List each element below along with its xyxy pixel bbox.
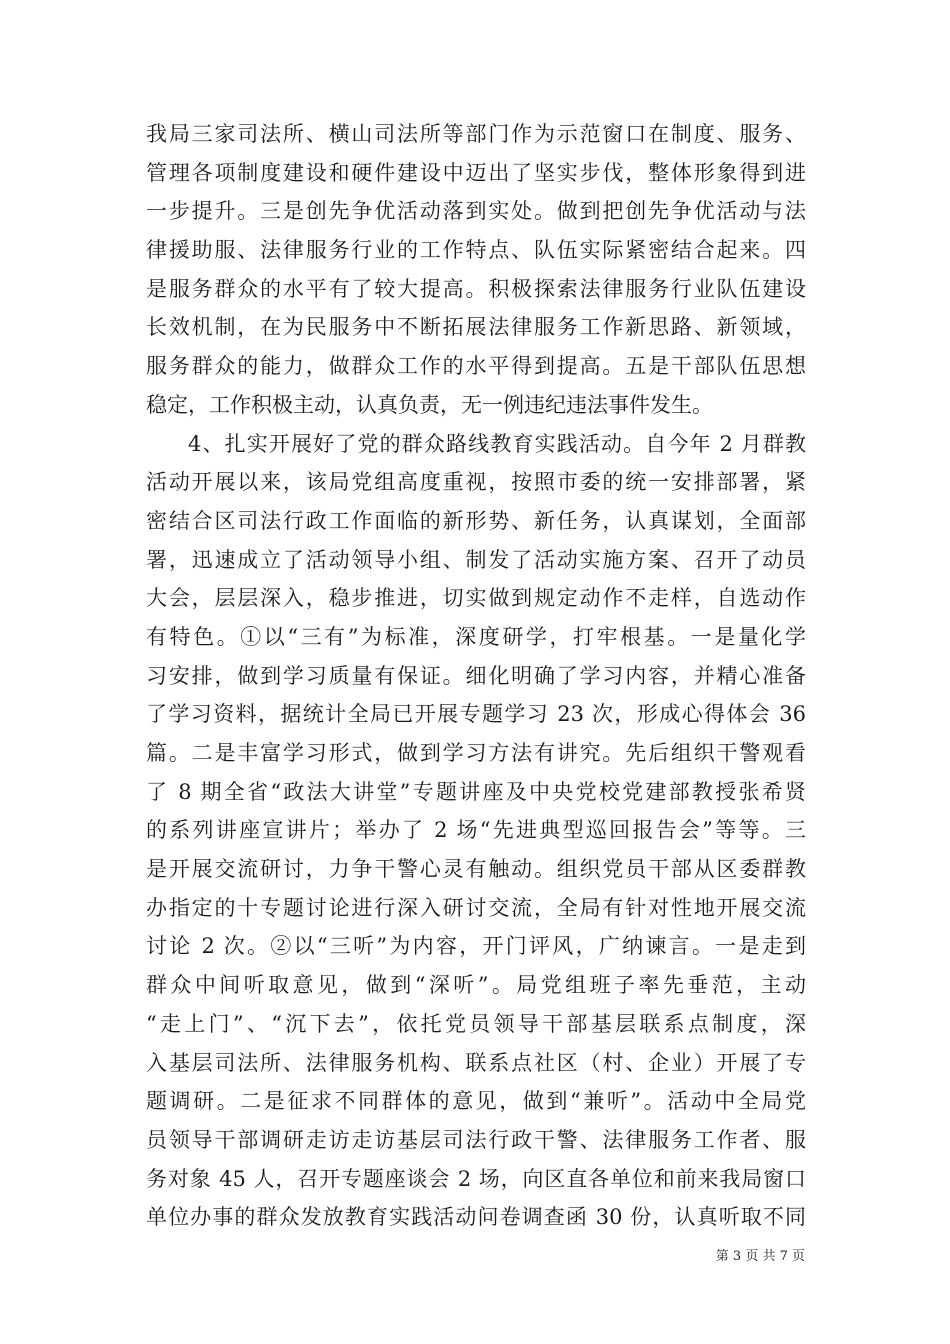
text-line: 的系列讲座宣讲片；举办了 2 场“先进典型巡回报告会”等等。三 bbox=[146, 818, 806, 843]
text-line: 群众中间听取意见，做到“深听”。局党组班子率先垂范，主动 bbox=[146, 973, 806, 998]
paragraph-start-line: 4、扎实开展好了党的群众路线教育实践活动。自今年 2 月群教 bbox=[188, 431, 806, 456]
text-line: “走上门”、“沉下去”，依托党员领导干部基层联系点制度，深 bbox=[146, 1011, 806, 1036]
text-line: 大会，层层深入，稳步推进，切实做到规定动作不走样，自选动作 bbox=[146, 586, 806, 611]
text-line: 我局三家司法所、横山司法所等部门作为示范窗口在制度、服务、 bbox=[146, 122, 806, 146]
text-line: 署，迅速成立了活动领导小组、制发了活动实施方案、召开了动员 bbox=[146, 547, 806, 572]
body-text bbox=[146, 115, 806, 1237]
text-line: 活动开展以来，该局党组高度重视，按照市委的统一安排部署，紧 bbox=[146, 470, 806, 495]
text-line: 是开展交流研讨，力争干警心灵有触动。组织党员干部从区委群教 bbox=[146, 857, 806, 882]
page-number: 第 3 页 共 7 页 bbox=[715, 1249, 805, 1264]
text-line: 员领导干部调研走访走访基层司法行政干警、法律服务工作者、服 bbox=[146, 1127, 806, 1152]
text-line: 律援助服、法律服务行业的工作特点、队伍实际紧密结合起来。四 bbox=[146, 238, 806, 263]
text-line: 了学习资料，据统计全局已开展专题学习 23 次，形成心得体会 36 bbox=[146, 702, 806, 727]
text-line: 密结合区司法行政工作面临的新形势、新任务，认真谋划，全面部 bbox=[146, 508, 806, 533]
text-line: 有特色。①以“三有”为标准，深度研学，打牢根基。一是量化学 bbox=[146, 624, 806, 649]
text-line: 入基层司法所、法律服务机构、联系点社区（村、企业）开展了专 bbox=[146, 1050, 806, 1075]
text-line: 长效机制，在为民服务中不断拓展法律服务工作新思路、新领域， bbox=[146, 315, 806, 340]
text-line: 办指定的十专题讨论进行深入研讨交流，全局有针对性地开展交流 bbox=[146, 895, 806, 920]
text-line: 稳定，工作积极主动，认真负责，无一例违纪违法事件发生。 bbox=[146, 392, 713, 417]
text-line: 篇。二是丰富学习形式，做到学习方法有讲究。先后组织干警观看 bbox=[146, 741, 806, 765]
text-line: 务对象 45 人，召开专题座谈会 2 场，向区直各单位和前来我局窗口 bbox=[146, 1166, 806, 1191]
text-line: 单位办事的群众发放教育实践活动问卷调查函 30 份，认真听取不同 bbox=[146, 1205, 806, 1230]
text-line: 了 8 期全省“政法大讲堂”专题讲座及中央党校党建部教授张希贤 bbox=[146, 779, 806, 804]
text-line: 一步提升。三是创先争优活动落到实处。做到把创先争优活动与法 bbox=[146, 199, 806, 224]
text-line: 题调研。二是征求不同群体的意见，做到“兼听”。活动中全局党 bbox=[146, 1089, 806, 1114]
text-line: 服务群众的能力，做群众工作的水平得到提高。五是干部队伍思想 bbox=[146, 354, 806, 379]
text-line: 习安排，做到学习质量有保证。细化明确了学习内容，并精心准备 bbox=[146, 663, 806, 688]
text-line: 讨论 2 次。②以“三听”为内容，开门评风，广纳谏言。一是走到 bbox=[146, 934, 806, 959]
text-line: 是服务群众的水平有了较大提高。积极探索法律服务行业队伍建设 bbox=[146, 276, 806, 301]
text-line: 管理各项制度建设和硬件建设中迈出了坚实步伐，整体形象得到进 bbox=[146, 160, 806, 185]
